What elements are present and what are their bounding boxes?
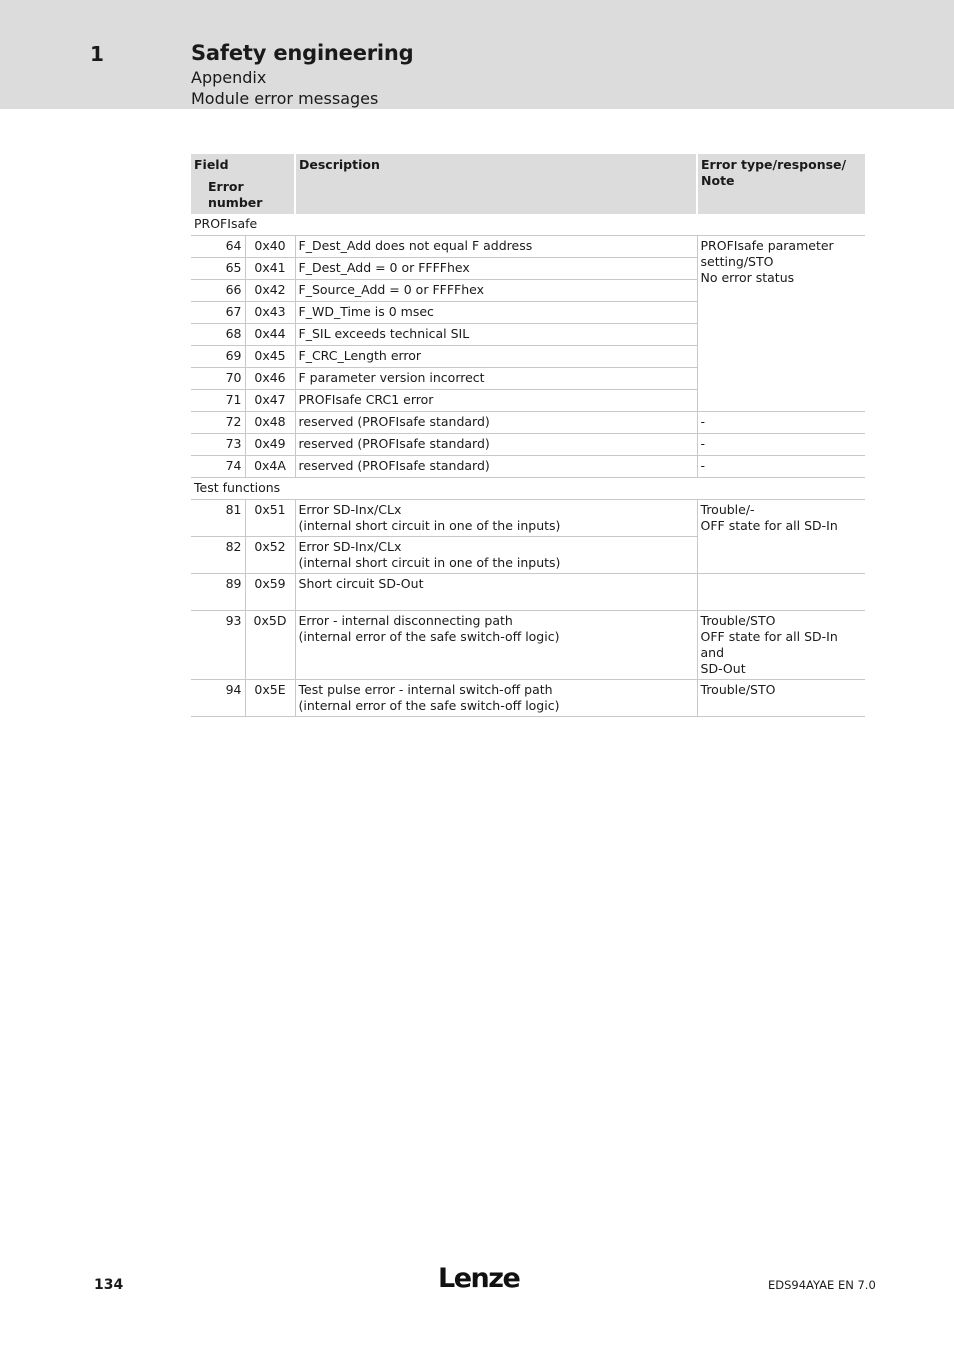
- error-number-hex: 0x44: [245, 324, 295, 346]
- error-number-dec: 94: [191, 680, 245, 717]
- error-number-dec: 69: [191, 346, 245, 368]
- error-number-dec: 68: [191, 324, 245, 346]
- error-description: [295, 346, 697, 368]
- description-line: reserved (PROFIsafe standard): [298, 414, 490, 429]
- error-number-hex: 0x47: [245, 390, 295, 412]
- error-number-dec: 71: [191, 390, 245, 412]
- error-description: [295, 368, 697, 390]
- description-line: Error SD-Inx/CLx: [298, 502, 402, 517]
- note-line: SD-Out: [700, 661, 746, 676]
- note-line: -: [700, 436, 706, 451]
- error-number-hex: 0x41: [245, 258, 295, 280]
- note-line: -: [700, 458, 706, 473]
- description-line: (internal error of the safe switch-off logic): [298, 698, 560, 713]
- error-number-dec: 72: [191, 412, 245, 434]
- error-description: [295, 302, 697, 324]
- error-number-dec: 89: [191, 574, 245, 611]
- error-description: [295, 680, 697, 717]
- error-number-hex: 0x59: [245, 574, 295, 611]
- note-line: setting/STO: [700, 254, 774, 269]
- header-note-line: Error type/response/: [701, 157, 847, 172]
- header-note-line: Note: [701, 173, 735, 188]
- error-number-dec: 81: [191, 500, 245, 537]
- subsection-title: Module error messages: [191, 89, 379, 108]
- description-line: F_WD_Time is 0 msec: [298, 304, 434, 319]
- note-line: Trouble/-: [700, 502, 755, 517]
- error-number-dec: 66: [191, 280, 245, 302]
- error-number-dec: 73: [191, 434, 245, 456]
- error-number-hex: 0x42: [245, 280, 295, 302]
- description-line: Error - internal disconnecting path: [298, 613, 513, 628]
- table-body: [191, 214, 865, 717]
- note-line: -: [700, 414, 706, 429]
- note-line: No error status: [700, 270, 795, 285]
- error-number-hex: 0x51: [245, 500, 295, 537]
- table-row: [191, 412, 865, 434]
- error-number-hex: 0x48: [245, 412, 295, 434]
- error-description: [295, 434, 697, 456]
- header-field: [191, 154, 295, 214]
- error-number-hex: 0x46: [245, 368, 295, 390]
- error-description: [295, 412, 697, 434]
- error-number-hex: 0x49: [245, 434, 295, 456]
- description-line: (internal short circuit in one of the inputs): [298, 555, 561, 570]
- table-header: [191, 154, 865, 214]
- error-number-dec: 82: [191, 537, 245, 574]
- error-number-hex: 0x5E: [245, 680, 295, 717]
- error-description: [295, 456, 697, 478]
- error-note: [697, 434, 865, 456]
- error-number-hex: 0x43: [245, 302, 295, 324]
- document-id: EDS94AYAE EN 7.0: [768, 1278, 876, 1292]
- group-label: PROFIsafe: [191, 214, 865, 236]
- error-description: [295, 537, 697, 574]
- page-number: 134: [94, 1277, 124, 1293]
- description-line: F_SIL exceeds technical SIL: [298, 326, 470, 341]
- error-number-dec: 64: [191, 236, 245, 258]
- header-description: Description: [295, 154, 697, 214]
- error-note: [697, 611, 865, 680]
- description-line: F_Dest_Add does not equal F address: [298, 238, 533, 253]
- header-error-number: Error number: [208, 179, 263, 210]
- table-row: [191, 500, 865, 537]
- error-description: [295, 500, 697, 537]
- error-number-dec: 65: [191, 258, 245, 280]
- group-row: [191, 214, 865, 236]
- error-number-dec: 74: [191, 456, 245, 478]
- section-title: Appendix: [191, 68, 267, 87]
- error-table: [191, 154, 865, 717]
- error-number-hex: 0x4A: [245, 456, 295, 478]
- note-line: Trouble/STO: [700, 613, 776, 628]
- description-line: F_Source_Add = 0 or FFFFhex: [298, 282, 484, 297]
- note-line: Trouble/STO: [700, 682, 776, 697]
- error-note: [697, 574, 865, 611]
- description-line: Test pulse error - internal switch-off path: [298, 682, 553, 697]
- description-line: reserved (PROFIsafe standard): [298, 458, 490, 473]
- description-line: (internal short circuit in one of the inputs): [298, 518, 561, 533]
- error-note: [697, 680, 865, 717]
- table-row: [191, 434, 865, 456]
- error-description: [295, 611, 697, 680]
- error-number-hex: 0x45: [245, 346, 295, 368]
- description-line: PROFIsafe CRC1 error: [298, 392, 434, 407]
- error-description: [295, 574, 697, 611]
- error-description: [295, 324, 697, 346]
- table-row: [191, 574, 865, 611]
- error-note: [697, 236, 865, 412]
- description-line: F_Dest_Add = 0 or FFFFhex: [298, 260, 470, 275]
- error-description: [295, 258, 697, 280]
- lenze-logo: Lenze: [438, 1263, 520, 1294]
- error-number-dec: 93: [191, 611, 245, 680]
- description-line: reserved (PROFIsafe standard): [298, 436, 490, 451]
- description-line: Short circuit SD-Out: [298, 576, 424, 591]
- header-band: [0, 0, 954, 109]
- note-line: OFF state for all SD-In: [700, 518, 838, 533]
- table-row: [191, 611, 865, 680]
- description-line: Error SD-Inx/CLx: [298, 539, 402, 554]
- error-number-dec: 70: [191, 368, 245, 390]
- error-number-hex: 0x52: [245, 537, 295, 574]
- description-line: F parameter version incorrect: [298, 370, 485, 385]
- header-note: [697, 154, 865, 214]
- error-number-hex: 0x40: [245, 236, 295, 258]
- error-description: [295, 236, 697, 258]
- table-row: [191, 680, 865, 717]
- description-line: (internal error of the safe switch-off logic): [298, 629, 560, 644]
- error-number-hex: 0x5D: [245, 611, 295, 680]
- error-note: [697, 500, 865, 574]
- note-line: PROFIsafe parameter: [700, 238, 834, 253]
- group-label: Test functions: [191, 478, 865, 500]
- table-row: [191, 236, 865, 258]
- error-description: [295, 390, 697, 412]
- header-field-label: Field: [194, 157, 229, 172]
- note-line: OFF state for all SD-In and: [700, 629, 838, 660]
- error-number-dec: 67: [191, 302, 245, 324]
- error-note: [697, 456, 865, 478]
- table-row: [191, 456, 865, 478]
- error-note: [697, 412, 865, 434]
- group-row: [191, 478, 865, 500]
- error-description: [295, 280, 697, 302]
- chapter-number: 1: [90, 42, 104, 66]
- description-line: F_CRC_Length error: [298, 348, 422, 363]
- chapter-title: Safety engineering: [191, 41, 414, 65]
